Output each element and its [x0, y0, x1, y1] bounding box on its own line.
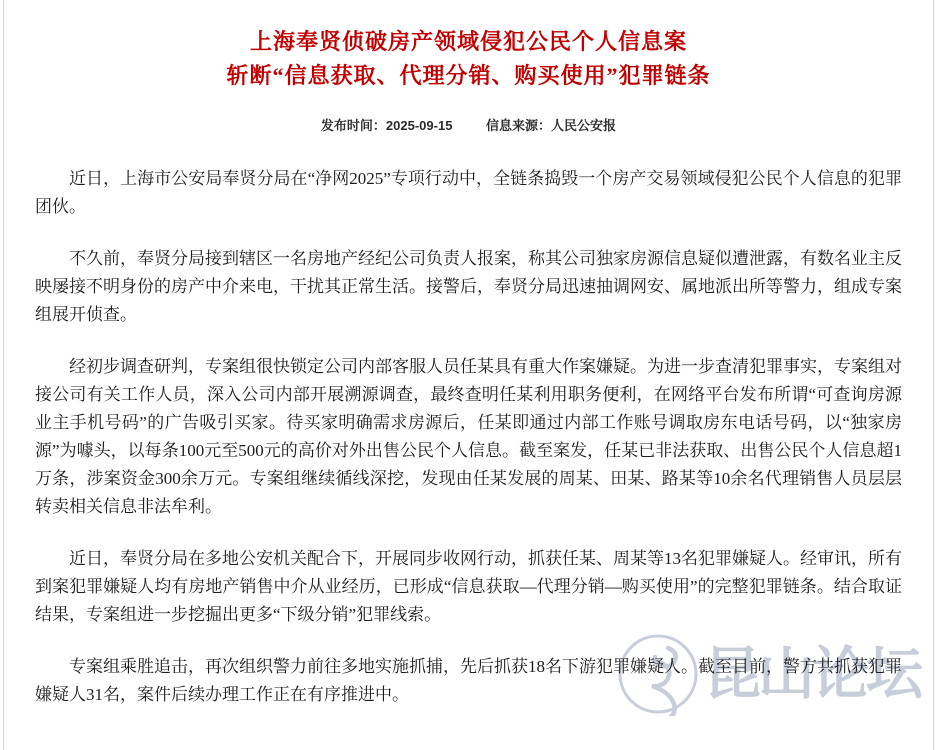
- article-paragraph: 近日，上海市公安局奉贤分局在“净网2025”专项行动中，全链条捣毁一个房产交易领域侵犯公民个人信息的犯罪团伙。: [35, 169, 902, 216]
- publish-date: 发布时间：2025-09-15: [320, 118, 453, 133]
- article-title-line2: 斩断“信息获取、代理分销、购买使用”犯罪链条: [226, 63, 711, 88]
- article-content: [4, 0, 933, 709]
- article-paragraph: 不久前，奉贤分局接到辖区一名房地产经纪公司负责人报案，称其公司独家房源信息疑似遭泄露，有数名业主反映屡接不明身份的房产中介来电，干扰其正常生活。接警后，奉贤分局迅速抽调网安、属地派出所等警力，组成专案组展开侦查。: [35, 249, 902, 324]
- article-paragraph: 近日，奉贤分局在多地公安机关配合下，开展同步收网行动，抓获任某、周某等13名犯罪嫌疑人。经审讯，所有到案犯罪嫌疑人均有房地产销售中介从业经历，已形成“信息获取—代理分销—购买使用”的完整犯罪链条。结合取证结果，专案组进一步挖掘出更多“下级分销”犯罪线索。: [35, 549, 902, 624]
- article-paragraph: 经初步调查研判，专案组很快锁定公司内部客服人员任某具有重大作案嫌疑。为进一步查清犯罪事实，专案组对接公司有关工作人员，深入公司内部开展溯源调查，最终查明任某利用职务便利，在网络平台发布所谓“可查询房源业主手机号码”的广告吸引买家。待买家明确需求房源后，任某即通过内部工作账号调取房东电话号码，以“独家房源”为噱头，以每条100元至500元的高价对外出售公民个人信息。截至案发，任某已非法获取、出售公民个人信息超1万条，涉案资金300余万元。专案组继续循线深挖，发现由任某发展的周某、田某、路某等10余名代理销售人员层层转卖相关信息非法牟利。: [35, 357, 902, 516]
- article-title-line1: 上海奉贤侦破房产领域侵犯公民个人信息案: [249, 29, 687, 54]
- info-source: 信息来源：人民公安报: [486, 118, 617, 133]
- watermark-text: 昆山论坛: [704, 641, 920, 706]
- article-meta: [35, 115, 902, 134]
- article-paragraph: 专案组乘胜追击，再次组织警力前往多地实施抓捕，先后抓获18名下游犯罪嫌疑人。截至目前，警方共抓获犯罪嫌疑人31名，案件后续办理工作正在有序推进中。: [35, 657, 902, 704]
- article-page: [3, 0, 934, 750]
- article-body: [35, 165, 902, 709]
